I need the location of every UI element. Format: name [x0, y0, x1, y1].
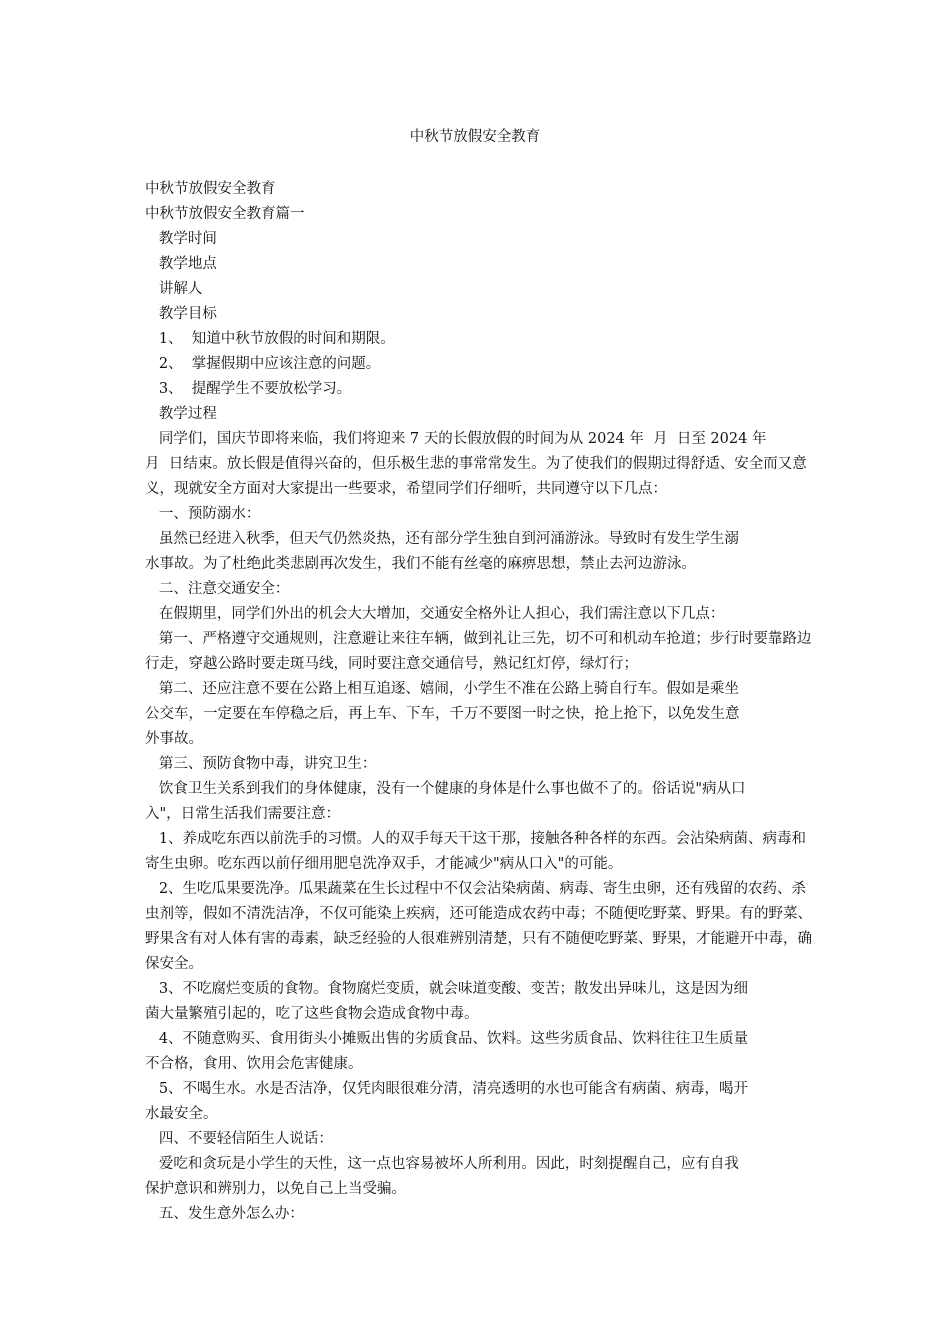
paragraph: 教学过程	[145, 406, 217, 422]
document-title: 中秋节放假安全教育	[409, 129, 541, 145]
paragraph: 爱吃和贪玩是小学生的天性，这一点也容易被坏人所利用。因此，时刻提醒自己，应有自我 保护意识和辨别力，以免自己上当受骗。	[145, 1156, 739, 1197]
paragraph: 教学地点	[145, 256, 217, 272]
paragraph: 虽然已经进入秋季，但天气仍然炎热，还有部分学生独自到河涌游泳。导致时有发生学生溺 水事故。为了杜绝此类悲剧再次发生，我们不能有丝毫的麻痹思想，禁止去河边游泳。	[145, 531, 739, 572]
paragraph: 2、 掌握假期中应该注意的问题。	[145, 356, 381, 372]
paragraph: 1、 知道中秋节放假的时间和期限。	[145, 331, 395, 347]
paragraph: 在假期里，同学们外出的机会大大增加，交通安全格外让人担心，我们需注意以下几点：	[145, 606, 725, 622]
paragraph: 第三、预防食物中毒，讲究卫生：	[145, 756, 377, 772]
document-body	[145, 177, 813, 1227]
paragraph: 饮食卫生关系到我们的身体健康，没有一个健康的身体是什么事也做不了的。俗话说"病从口 入"，日常生活我们需要注意：	[145, 781, 746, 822]
paragraph: 5、不喝生水。水是否洁净，仅凭肉眼很难分清，清亮透明的水也可能含有病菌、病毒，喝开 水最安全。	[145, 1081, 749, 1122]
paragraph: 一、预防溺水：	[145, 506, 261, 522]
paragraph: 四、不要轻信陌生人说话：	[145, 1131, 333, 1147]
paragraph: 同学们，国庆节即将来临，我们将迎来 7 天的长假放假的时间为从 2024 年 月 日至 2024 年 月 日结束。放长假是值得兴奋的，但乐极生悲的事常常发生。为了使我们的假期过得舒适、安全而又意义，现就安全方面对大家提出一些要求，希望同学们仔细听，共同遵守以下几点：	[145, 431, 807, 497]
paragraph: 中秋节放假安全教育篇一	[145, 206, 305, 222]
paragraph: 1、养成吃东西以前洗手的习惯。人的双手每天干这干那，接触各种各样的东西。会沾染病菌、病毒和寄生虫卵。吃东西以前仔细用肥皂洗净双手，才能减少"病从口入"的可能。	[145, 831, 807, 872]
paragraph: 中秋节放假安全教育	[145, 181, 276, 197]
paragraph: 第二、还应注意不要在公路上相互追逐、嬉闹，小学生不准在公路上骑自行车。假如是乘坐 公交车，一定要在车停稳之后，再上车、下车，千万不要图一时之快，抢上抢下，以免发生意 外事故。	[145, 681, 740, 747]
paragraph: 二、注意交通安全：	[145, 581, 290, 597]
paragraph: 4、不随意购买、食用街头小摊贩出售的劣质食品、饮料。这些劣质食品、饮料往往卫生质量 不合格，食用、饮用会危害健康。	[145, 1031, 749, 1072]
paragraph: 教学目标	[145, 306, 217, 322]
paragraph: 讲解人	[145, 281, 203, 297]
paragraph: 2、生吃瓜果要洗净。瓜果蔬菜在生长过程中不仅会沾染病菌、病毒、寄生虫卵，还有残留的农药、杀虫剂等，假如不清洗洁净，不仅可能染上疾病，还可能造成农药中毒；不随便吃野菜、野果。有的野菜、野果含有对人体有害的毒素，缺乏经验的人很难辨别清楚，只有不随便吃野菜、野果，才能避开中毒，确保安全。	[145, 881, 812, 972]
paragraph: 教学时间	[145, 231, 217, 247]
paragraph: 3、 提醒学生不要放松学习。	[145, 381, 352, 397]
paragraph: 五、发生意外怎么办：	[145, 1206, 304, 1222]
paragraph: 3、不吃腐烂变质的食物。食物腐烂变质，就会味道变酸、变苦；散发出异味儿，这是因为细 菌大量繁殖引起的，吃了这些食物会造成食物中毒。	[145, 981, 749, 1022]
paragraph: 第一、严格遵守交通规则，注意避让来往车辆，做到礼让三先，切不可和机动车抢道；步行时要靠路边行走，穿越公路时要走斑马线，同时要注意交通信号，熟记红灯停，绿灯行；	[145, 631, 812, 672]
